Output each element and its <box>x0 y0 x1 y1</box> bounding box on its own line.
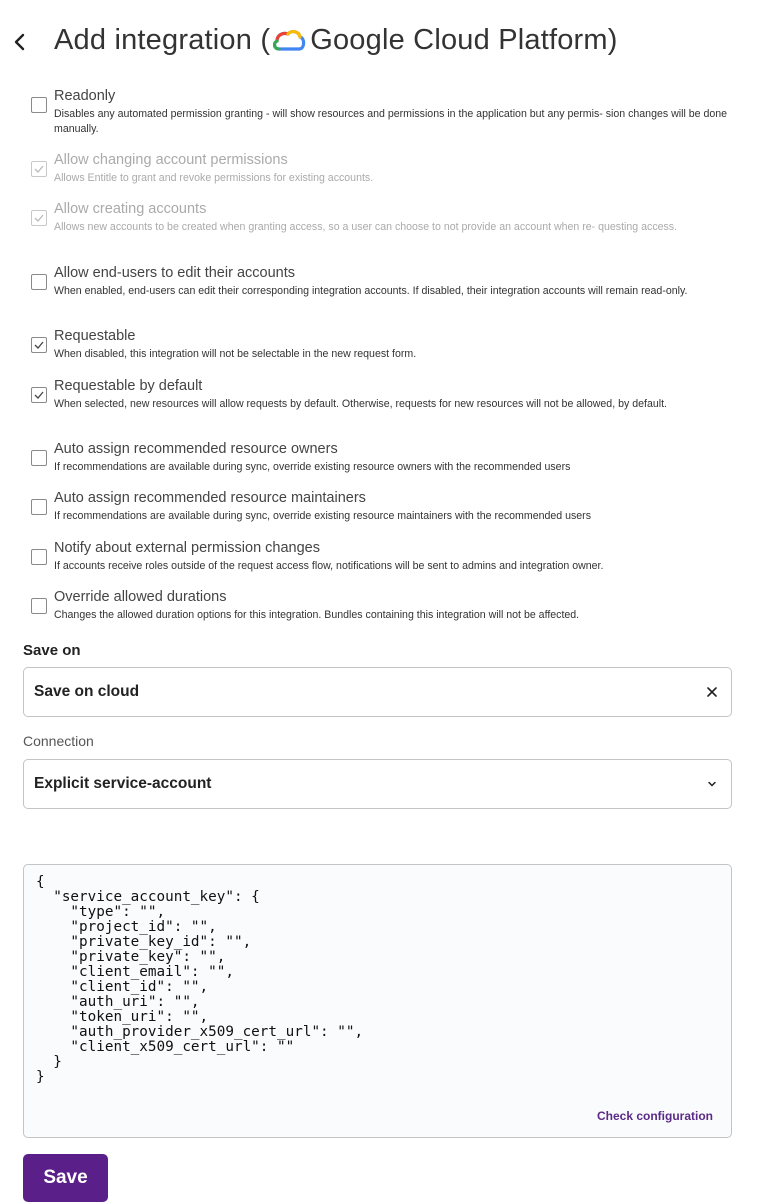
check-configuration-link[interactable]: Check configuration <box>596 1109 713 1123</box>
connection-value: Explicit service-account <box>34 775 212 792</box>
option-description: Changes the allowed duration options for this integration. Bundles containing this integration will not be affected. <box>54 609 580 621</box>
option-description: If recommendations are available during sync, override existing resource owners with the recommended users <box>54 461 571 473</box>
auto-assign-owners-checkbox[interactable] <box>31 450 47 466</box>
option-description: Allows new accounts to be created when granting access, so a user can choose to not provide an account when re- questing access. <box>54 221 678 233</box>
allow-creating-accounts-checkbox[interactable] <box>31 210 47 226</box>
option-description: When selected, new resources will allow requests by default. Otherwise, requests for new resources will not be allowed, by default. <box>54 398 667 410</box>
requestable-checkbox[interactable] <box>31 337 47 353</box>
option-label: Readonly <box>54 88 116 104</box>
option-description: When disabled, this integration will not be selectable in the new request form. <box>54 348 417 360</box>
option-label: Allow changing account permissions <box>54 152 288 168</box>
google-cloud-logo-icon <box>272 28 306 54</box>
option-description: Disables any automated permission granting - will show resources and permissions in the application but any permis- sion changes will be done manually. <box>54 108 728 135</box>
save-on-label: Save on <box>23 642 81 659</box>
option-label: Allow creating accounts <box>54 201 207 217</box>
auto-assign-maintainers-checkbox[interactable] <box>31 499 47 515</box>
connection-select[interactable] <box>23 759 732 809</box>
option-description: Allows Entitle to grant and revoke permissions for existing accounts. <box>54 172 374 184</box>
page-header <box>0 22 763 62</box>
config-json-text[interactable]: { "service_account_key": { "type": "", "project_id": "", "private_key_id": "", "private_key": "", "client_email": "", "client_id": "", "auth_uri": "", "token_uri": "", "auth_provider_x509_cert_url": "", "client_x509_cert_url": "" } } <box>36 874 364 1085</box>
save-on-select[interactable] <box>23 667 732 717</box>
allow-changing-permissions-checkbox[interactable] <box>31 161 47 177</box>
option-description: When enabled, end-users can edit their corresponding integration accounts. If disabled, their integration accounts will remain read-only. <box>54 285 688 297</box>
requestable-by-default-checkbox[interactable] <box>31 387 47 403</box>
option-description: If accounts receive roles outside of the request access flow, notifications will be sent to admins and integration owner. <box>54 560 604 572</box>
option-label: Requestable by default <box>54 378 203 394</box>
clear-icon[interactable] <box>705 685 719 699</box>
readonly-checkbox[interactable] <box>31 97 47 113</box>
connection-label: Connection <box>23 733 94 749</box>
integration-name: Google Cloud Platform <box>310 24 608 56</box>
checkmark-icon <box>33 212 45 224</box>
chevron-down-icon[interactable] <box>705 777 719 791</box>
back-arrow-icon[interactable] <box>10 30 30 54</box>
allow-edit-accounts-checkbox[interactable] <box>31 274 47 290</box>
page-title <box>54 24 618 57</box>
save-button[interactable]: Save <box>23 1154 108 1202</box>
override-durations-checkbox[interactable] <box>31 598 47 614</box>
config-json-editor[interactable] <box>23 864 732 1138</box>
option-label: Auto assign recommended resource maintainers <box>54 490 366 506</box>
option-label: Notify about external permission changes <box>54 540 320 556</box>
notify-external-changes-checkbox[interactable] <box>31 549 47 565</box>
checkmark-icon <box>33 339 45 351</box>
option-label: Override allowed durations <box>54 589 227 605</box>
title-prefix: Add integration ( <box>54 24 271 56</box>
option-label: Requestable <box>54 328 136 344</box>
option-label: Auto assign recommended resource owners <box>54 441 338 457</box>
checkmark-icon <box>33 389 45 401</box>
title-suffix: ) <box>607 24 618 56</box>
option-description: If recommendations are available during sync, override existing resource maintainers with the recommended users <box>54 510 592 522</box>
checkmark-icon <box>33 163 45 175</box>
option-label: Allow end-users to edit their accounts <box>54 265 295 281</box>
save-on-value: Save on cloud <box>34 683 140 700</box>
